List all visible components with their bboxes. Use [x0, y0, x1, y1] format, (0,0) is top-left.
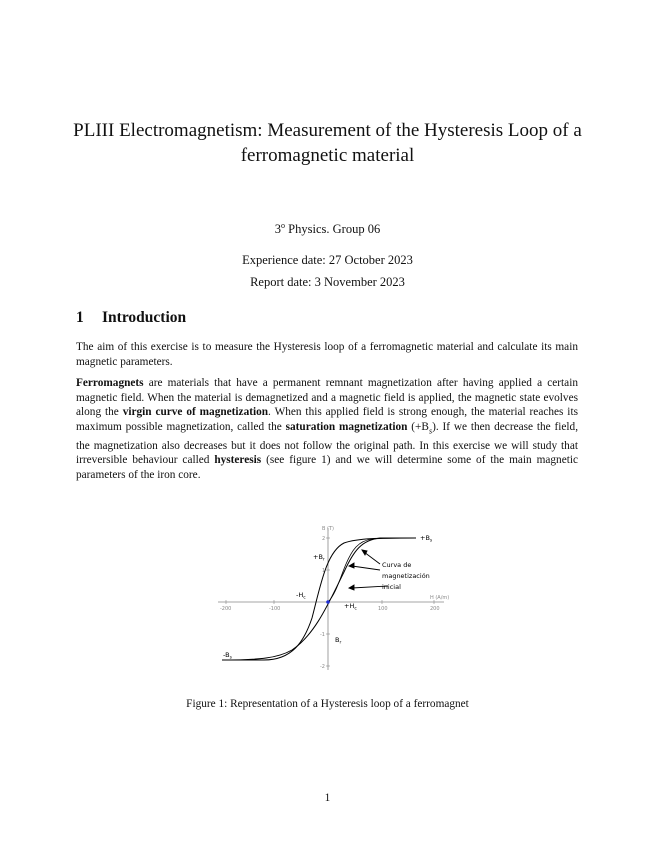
course-line	[0, 221, 655, 237]
x-tick-label-3: 200	[430, 606, 440, 612]
section-number: 1	[76, 309, 84, 326]
ferro-text-1: are materials that have a permanent remnant magnetization after having applied a certain magnetic field. When the material is demagnetized and a magnetic field is applied, the magnetic state evolves along the	[76, 377, 578, 419]
ferro-text-3: (+B	[407, 420, 429, 433]
y-tick-label-0: 2	[322, 536, 326, 542]
term-hysteresis: hysteresis	[214, 454, 262, 467]
y-tick-label-1: 1	[322, 568, 326, 574]
origin-point	[326, 600, 330, 604]
ferro-subscript-s: s	[428, 426, 433, 436]
virgin-curve-annotation	[382, 561, 430, 591]
x-tick-label-0: -200	[220, 606, 232, 612]
y-axis-label: B (T)	[322, 526, 334, 532]
report-date: Report date: 3 November 2023	[250, 275, 405, 289]
ferromagnets-paragraph	[76, 376, 578, 482]
hysteresis-figure	[212, 522, 452, 672]
ferro-text-4: ). If we then decrease the field, the magnetization also decreases but it does not follow the original path. In this exercise we will study that irreversible behaviour called	[76, 420, 579, 467]
section-title: Introduction	[102, 309, 187, 326]
course-rest: Physics. Group 06	[285, 222, 381, 237]
label-minus-hc: $-H_c$	[296, 591, 306, 601]
term-ferromagnets: Ferromagnets	[76, 377, 144, 389]
experience-date: Experience date: 27 October 2023	[242, 253, 413, 267]
label-plus-bs: $+B_s$	[420, 534, 433, 544]
x-tick-label-1: -100	[269, 606, 281, 612]
page-number: 1	[324, 792, 331, 804]
y-tick-label-3: -2	[320, 664, 325, 670]
ferro-text-2: . When this applied field is strong enough, the material reaches its maximum possible magnetization, called the	[76, 406, 578, 433]
annotation-line-1: magnetización	[382, 572, 430, 580]
intro-paragraph: The aim of this exercise is to measure the Hysteresis loop of a ferromagnetic material and calculate its main magnetic parameters.	[76, 341, 578, 368]
virgin-curve	[328, 538, 416, 602]
y-tick-label-2: -1	[320, 632, 325, 638]
label-minus-bs: $-B_s$	[223, 651, 232, 661]
paper-title: PLIII Electromagnetism: Measurement of the Hysteresis Loop of a ferromagnetic material	[73, 120, 582, 166]
course-superscript: o	[281, 221, 286, 230]
ferro-text-5: (see figure 1) and we will determine some of the main magnetic parameters of the iron core.	[76, 454, 578, 481]
term-virgin-curve: virgin curve of magnetization	[122, 406, 269, 419]
label-plus-hc: $+H_c$	[344, 602, 357, 612]
label-minus-br: $B_r$	[335, 636, 342, 646]
course-prefix: 3	[274, 222, 282, 237]
x-tick-label-2: 100	[378, 606, 388, 612]
section-heading	[76, 309, 186, 327]
annotation-line-0: Curva de	[382, 561, 412, 569]
x-axis-label: H (A/m)	[430, 595, 450, 601]
label-plus-br: $+B_r$	[313, 553, 325, 563]
annotation-line-2: inicial	[382, 583, 401, 591]
figure-caption: Figure 1: Representation of a Hysteresis loop of a ferromagnet	[186, 698, 469, 710]
term-saturation: saturation magnetization	[285, 420, 408, 433]
